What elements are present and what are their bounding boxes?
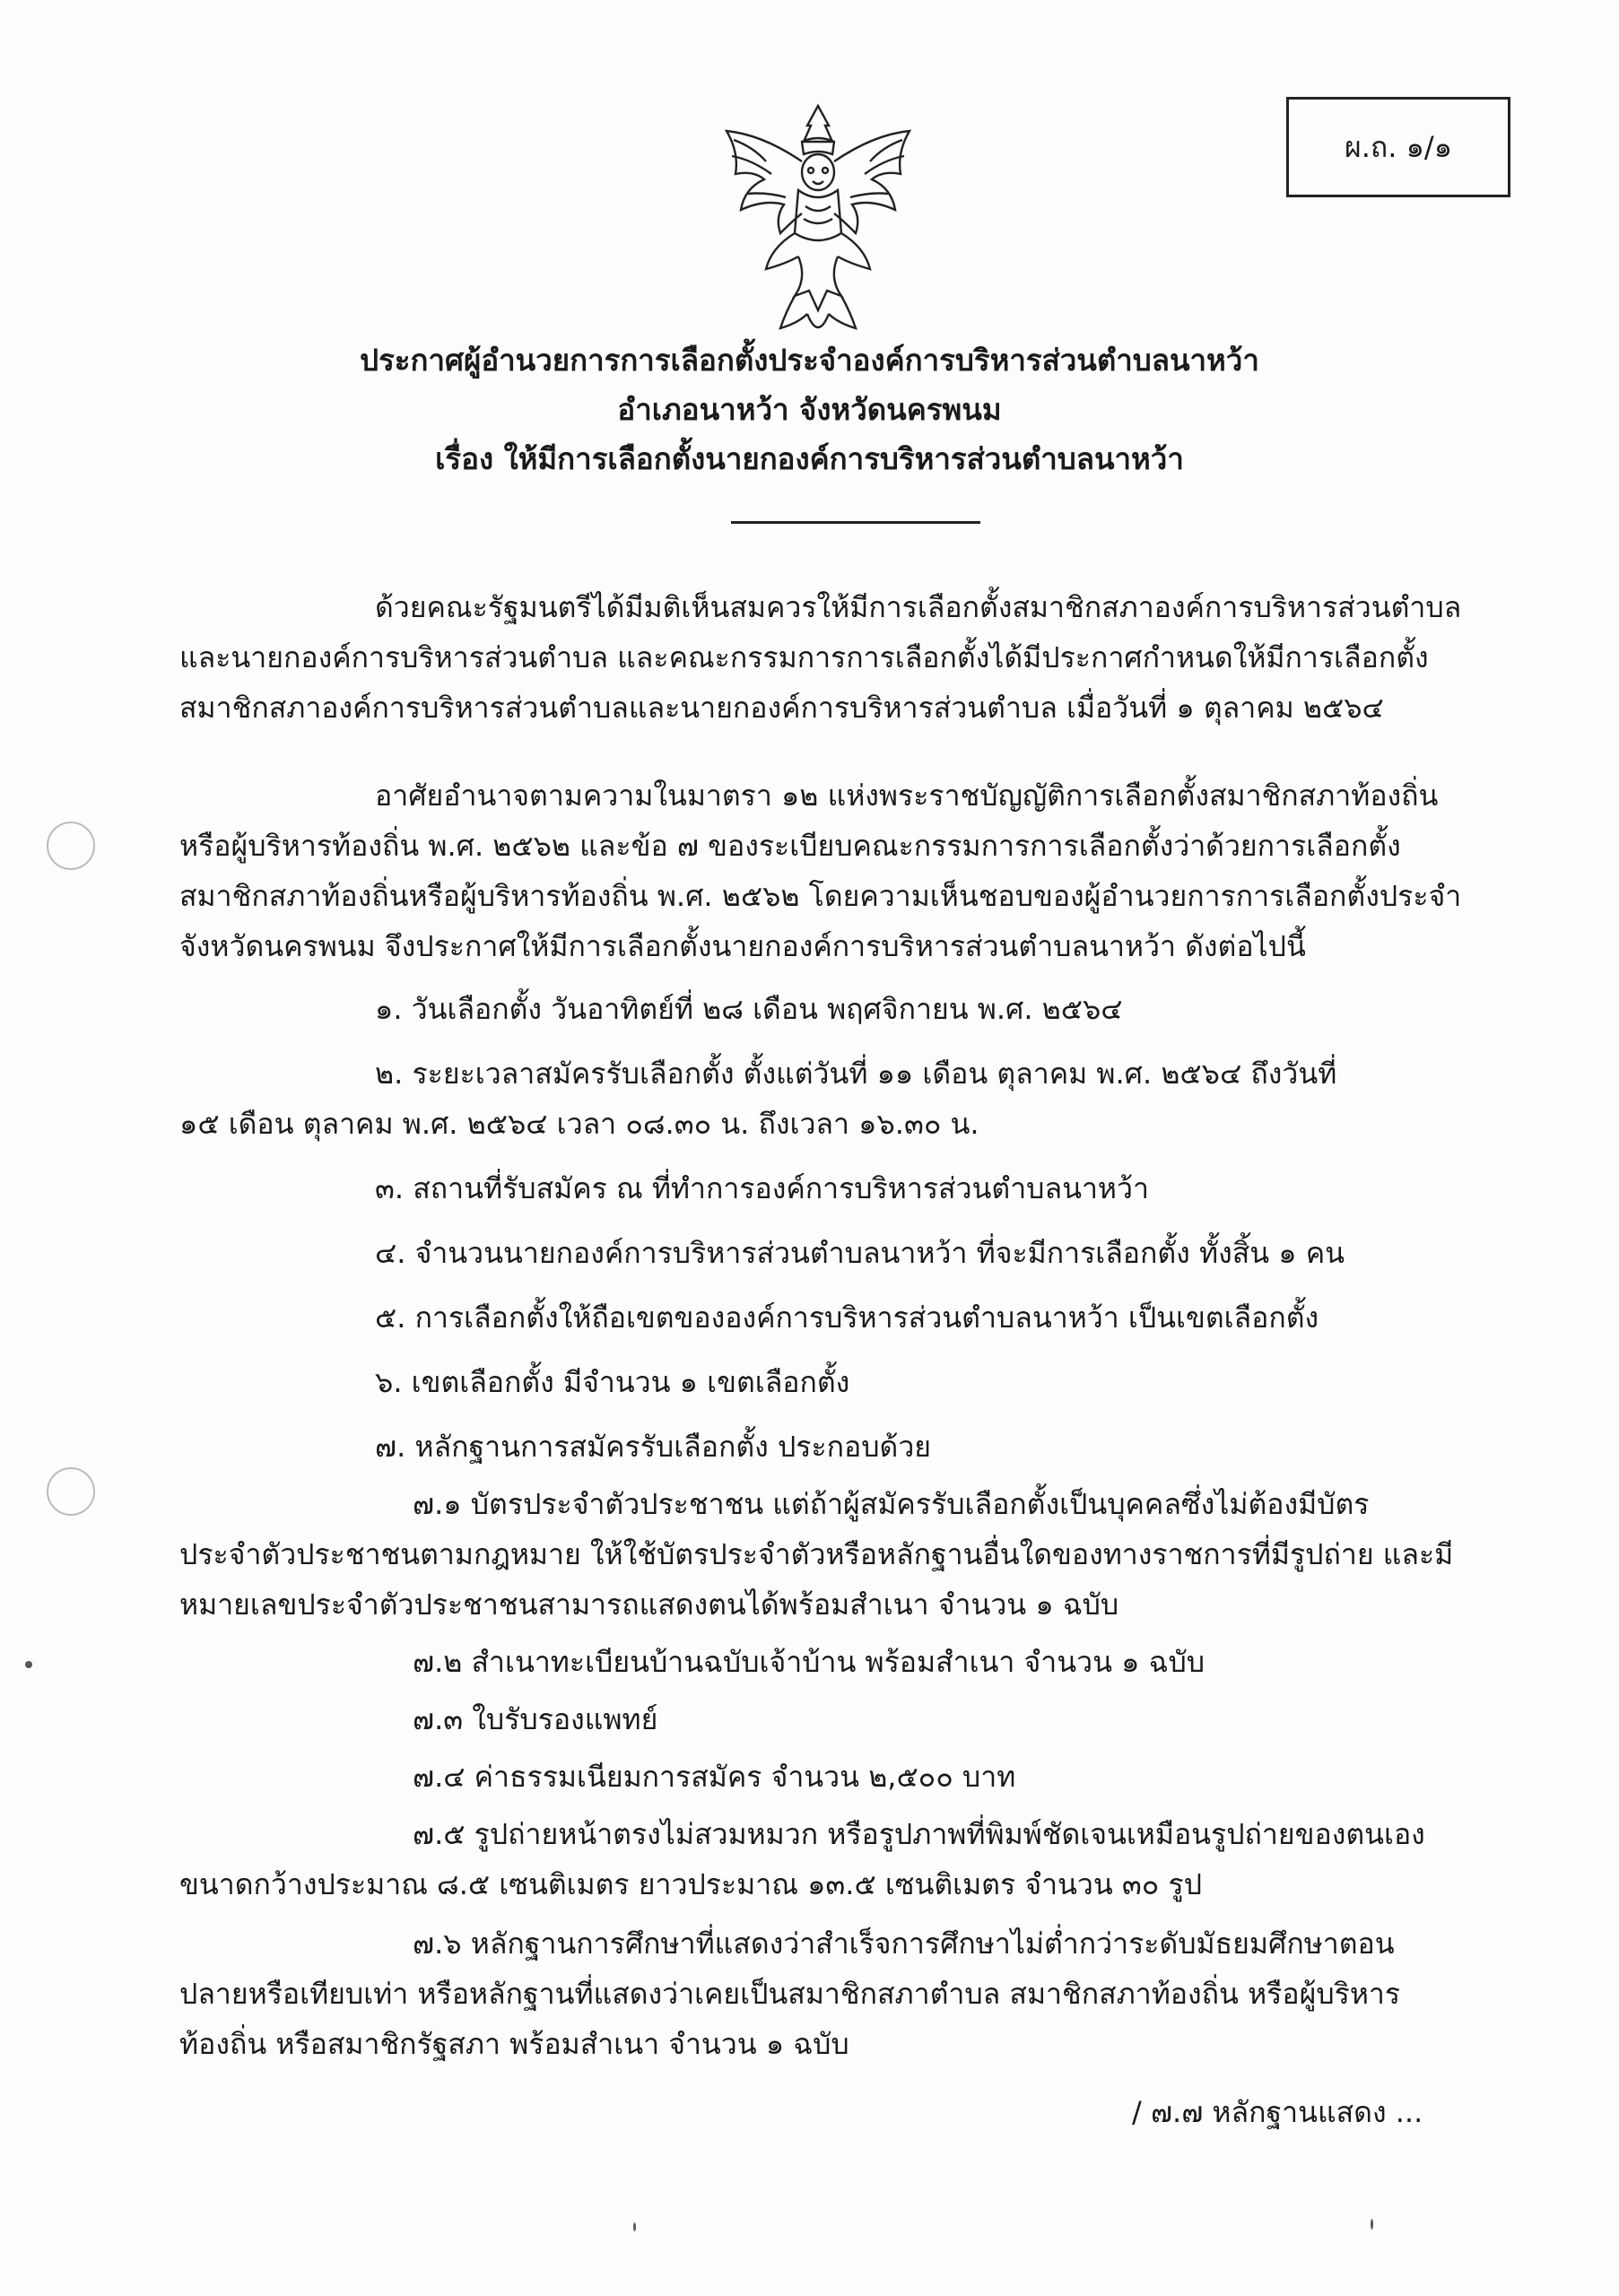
paragraph1-line: และนายกองค์การบริหารส่วนตำบล และคณะกรรมการการเลือกตั้งได้มีประกาศกำหนดให้มีการเลือกตั้ง <box>179 640 1429 674</box>
form-code-label: ผ.ถ. ๑/๑ <box>1344 129 1453 164</box>
announcement-subject: เรื่อง ให้มีการเลือกตั้งนายกองค์การบริหารส่วนตำบลนาหว้า <box>435 441 1184 476</box>
list-item-continuation: ๑๕ เดือน ตุลาคม พ.ศ. ๒๕๖๔ เวลา ๐๘.๓๐ น. ถึงเวลา ๑๖.๓๐ น. <box>179 1107 979 1141</box>
list-item: ๔. จำนวนนายกองค์การบริหารส่วนตำบลนาหว้า ที่จะมีการเลือกตั้ง ทั้งสิ้น ๑ คน <box>375 1236 1345 1270</box>
list-item: ๓. สถานที่รับสมัคร ณ ที่ทำการองค์การบริหารส่วนตำบลนาหว้า <box>375 1171 1149 1205</box>
scan-speck <box>25 1661 32 1668</box>
list-item: ๕. การเลือกตั้งให้ถือเขตขององค์การบริหารส่วนตำบลนาหว้า เป็นเขตเลือกตั้ง <box>375 1300 1319 1335</box>
list-item: ๖. เขตเลือกตั้ง มีจำนวน ๑ เขตเลือกตั้ง <box>375 1365 850 1399</box>
continuation-note: / ๗.๗ หลักฐานแสดง ... <box>1132 2095 1423 2129</box>
paragraph2-line: สมาชิกสภาท้องถิ่นหรือผู้บริหารท้องถิ่น พ.ศ. ๒๕๖๒ โดยความเห็นชอบของผู้อำนวยการการเลือกตั้งประจำ <box>179 879 1462 913</box>
paragraph2-line: หรือผู้บริหารท้องถิ่น พ.ศ. ๒๕๖๒ และข้อ ๗ ของระเบียบคณะกรรมการการเลือกตั้งว่าด้วยการเลือกตั้ง <box>179 829 1401 863</box>
sub-item-continuation: ปลายหรือเทียบเท่า หรือหลักฐานที่แสดงว่าเคยเป็นสมาชิกสภาตำบล สมาชิกสภาท้องถิ่น หรือผู้บริหาร <box>179 1977 1401 2011</box>
scan-speck <box>1371 2219 1373 2230</box>
sub-item: ๗.๖ หลักฐานการศึกษาที่แสดงว่าสำเร็จการศึกษาไม่ต่ำกว่าระดับมัธยมศึกษาตอน <box>413 1926 1395 1961</box>
title-divider <box>731 521 980 524</box>
sub-item-continuation: หมายเลขประจำตัวประชาชนสามารถแสดงตนได้พร้อมสำเนา จำนวน ๑ ฉบับ <box>179 1587 1119 1622</box>
announcement-title: ประกาศผู้อำนวยการการเลือกตั้งประจำองค์การบริหารส่วนตำบลนาหว้า <box>360 343 1259 378</box>
sub-item: ๗.๑ บัตรประจำตัวประชาชน แต่ถ้าผู้สมัครรับเลือกตั้งเป็นบุคคลซึ่งไม่ต้องมีบัตร <box>413 1487 1370 1521</box>
list-item: ๒. ระยะเวลาสมัครรับเลือกตั้ง ตั้งแต่วันที่ ๑๑ เดือน ตุลาคม พ.ศ. ๒๕๖๔ ถึงวันที่ <box>375 1057 1337 1091</box>
sub-item: ๗.๒ สำเนาทะเบียนบ้านฉบับเจ้าบ้าน พร้อมสำเนา จำนวน ๑ ฉบับ <box>413 1645 1206 1679</box>
sub-item: ๗.๔ ค่าธรรมเนียมการสมัคร จำนวน ๒,๕๐๐ บาท <box>413 1760 1016 1794</box>
paragraph2-line: อาศัยอำนาจตามความในมาตรา ๑๒ แห่งพระราชบัญญัติการเลือกตั้งสมาชิกสภาท้องถิ่น <box>375 778 1439 813</box>
sub-item: ๗.๓ ใบรับรองแพทย์ <box>413 1702 658 1736</box>
garuda-emblem-icon <box>709 99 928 345</box>
scan-speck <box>633 2222 636 2231</box>
sub-item: ๗.๕ รูปถ่ายหน้าตรงไม่สวมหมวก หรือรูปภาพที่พิมพ์ชัดเจนเหมือนรูปถ่ายของตนเอง <box>413 1817 1425 1851</box>
form-code-box <box>1286 97 1510 197</box>
sub-item-continuation: ท้องถิ่น หรือสมาชิกรัฐสภา พร้อมสำเนา จำนวน ๑ ฉบับ <box>179 2027 849 2061</box>
punch-hole-mark <box>47 822 95 870</box>
paragraph1-line: สมาชิกสภาองค์การบริหารส่วนตำบลและนายกองค์การบริหารส่วนตำบล เมื่อวันที่ ๑ ตุลาคม ๒๕๖๔ <box>179 691 1384 725</box>
punch-hole-mark <box>47 1467 95 1516</box>
sub-item-continuation: ขนาดกว้างประมาณ ๘.๕ เซนติเมตร ยาวประมาณ ๑๓.๕ เซนติเมตร จำนวน ๓๐ รูป <box>179 1867 1202 1901</box>
list-item: ๑. วันเลือกตั้ง วันอาทิตย์ที่ ๒๘ เดือน พฤศจิกายน พ.ศ. ๒๕๖๔ <box>375 992 1123 1026</box>
paragraph1-line: ด้วยคณะรัฐมนตรีได้มีมติเห็นสมควรให้มีการเลือกตั้งสมาชิกสภาองค์การบริหารส่วนตำบล <box>375 590 1462 624</box>
sub-item-continuation: ประจำตัวประชาชนตามกฎหมาย ให้ใช้บัตรประจำตัวหรือหลักฐานอื่นใดของทางราชการที่มีรูปถ่าย และมี <box>179 1537 1454 1571</box>
list-item: ๗. หลักฐานการสมัครรับเลือกตั้ง ประกอบด้วย <box>375 1430 932 1464</box>
announcement-district: อำเภอนาหว้า จังหวัดนครพนม <box>617 392 1002 427</box>
paragraph2-line: จังหวัดนครพนม จึงประกาศให้มีการเลือกตั้งนายกองค์การบริหารส่วนตำบลนาหว้า ดังต่อไปนี้ <box>179 929 1306 963</box>
